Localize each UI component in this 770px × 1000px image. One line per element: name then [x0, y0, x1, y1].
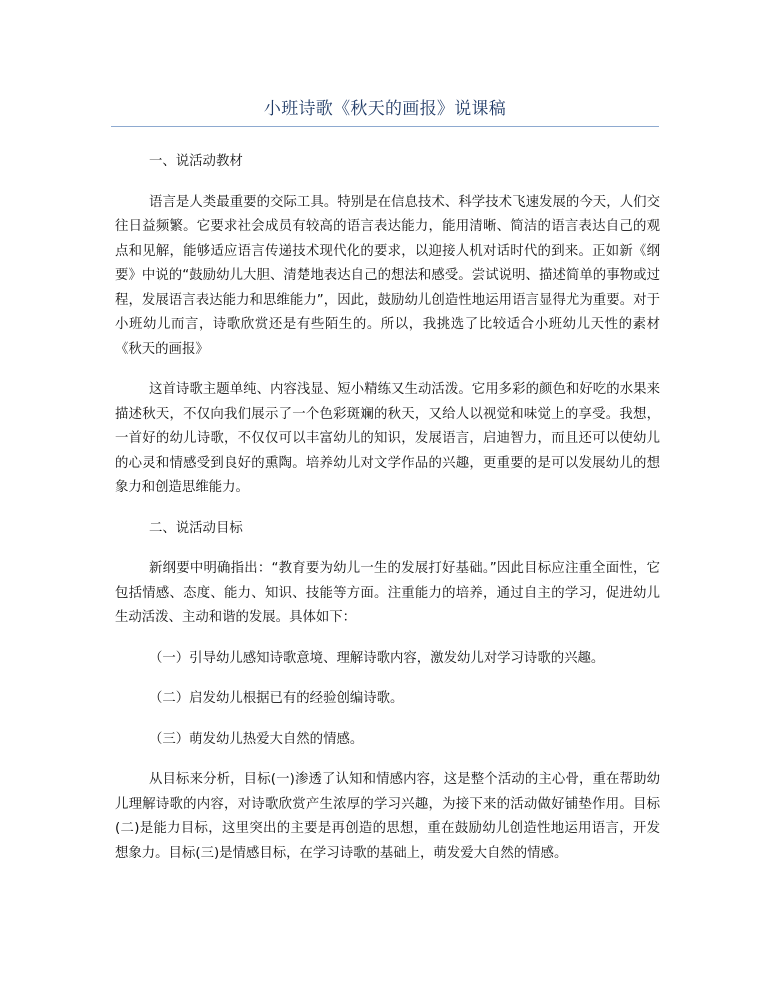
goal-item-2: （二）启发幼儿根据已有的经验创编诗歌。 — [149, 691, 404, 706]
paragraph-goals-analysis: 从目标来分析，目标(一)渗透了认知和情感内容，这是整个活动的主心骨，重在帮助幼儿理解诗歌的内容，对诗歌欣赏产生浓厚的学习兴趣，为接下来的活动做好铺垫作用。目标(二)是能力目标，这里突出的主要是再创造的思想，重在鼓励幼儿创造性地运用语言，开发想象力。目标(三)是情感目标，在学习诗歌的基础上，萌发爱大自然的情感。 — [115, 772, 660, 861]
goal-item-3: （三）萌发幼儿热爱大自然的情感。 — [149, 731, 364, 747]
goal-item-1: （一）引导幼儿感知诗歌意境、理解诗歌内容，激发幼儿对学习诗歌的兴趣。 — [149, 650, 605, 666]
document-body — [115, 150, 660, 866]
title-divider — [111, 126, 659, 127]
section-heading-goals: 二、说活动目标 — [149, 520, 243, 536]
paragraph-goals-intro: 新纲要中明确指出：“教育要为幼儿一生的发展打好基础。”因此目标应注重全面性，它包括情感、态度、能力、知识、技能等方面。注重能力的培养，通过自主的学习，促进幼儿生动活泼、主动和谐的发展。具体如下： — [115, 561, 660, 625]
section-heading-materials: 一、说活动教材 — [149, 154, 243, 169]
paragraph-language-importance: 语言是人类最重要的交际工具。特别是在信息技术、科学技术飞速发展的今天，人们交往日益频繁。它要求社会成员有较高的语言表达能力，能用清晰、简洁的语言表达自己的观点和见解，能够适应语言传递技术现代化的要求，以迎接人机对话时代的到来。正如新《纲要》中说的“鼓励幼儿大胆、清楚地表达自己的想法和感受。尝试说明、描述简单的事物或过程，发展语言表达能力和思维能力”，因此，鼓励幼儿创造性地运用语言显得尤为重要。对于小班幼儿而言，诗歌欣赏还是有些陌生的。所以，我挑选了比较适合小班幼儿天性的素材《秋天的画报》 — [115, 194, 660, 357]
document-title: 小班诗歌《秋天的画报》说课稿 — [263, 99, 507, 119]
paragraph-poem-description: 这首诗歌主题单纯、内容浅显、短小精练又生动活泼。它用多彩的颜色和好吃的水果来描述秋天，不仅向我们展示了一个色彩斑斓的秋天，又给人以视觉和味觉上的享受。我想，一首好的幼儿诗歌，不仅仅可以丰富幼儿的知识，发展语言，启迪智力，而且还可以使幼儿的心灵和情感受到良好的熏陶。培养幼儿对文学作品的兴趣，更重要的是可以发展幼儿的想象力和创造思维能力。 — [115, 382, 660, 495]
